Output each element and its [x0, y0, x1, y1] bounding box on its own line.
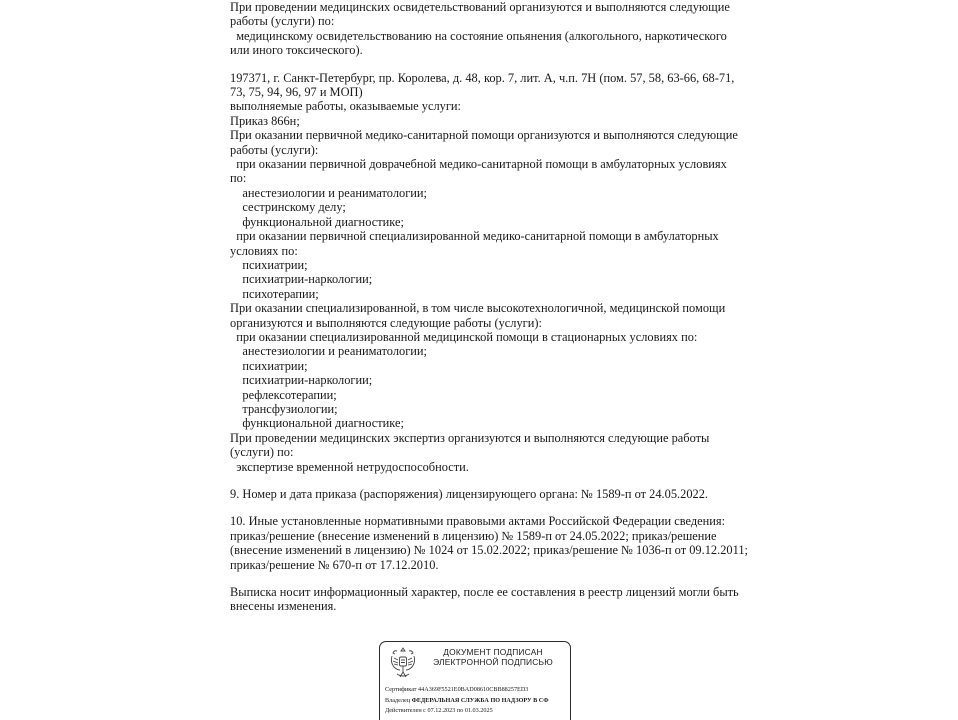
- block-disclaimer: [230, 585, 739, 614]
- text-line: экспертизе временной нетрудоспособности.: [230, 459, 469, 474]
- text-line: работы (услуги) по:: [230, 14, 335, 29]
- list-item: анестезиологии и реаниматологии;: [230, 344, 427, 359]
- document-body: [230, 0, 748, 614]
- spacer: [230, 572, 730, 585]
- text-line: приказ/решение (внесение изменений в лицензию) № 1589-п от 24.05.2022; приказ/решение: [230, 528, 717, 543]
- spacer: [230, 501, 730, 514]
- text-line: (услуги) по:: [230, 445, 294, 460]
- spacer: [230, 474, 730, 487]
- text-line: работы (услуги):: [230, 142, 319, 157]
- list-item: сестринскому делу;: [230, 200, 346, 215]
- text-line: При проведении медицинских освидетельствований организуются и выполняются следующие: [230, 0, 730, 14]
- block-address-services: [230, 70, 738, 474]
- text-line: медицинскому освидетельствованию на состояние опьянения (алкогольного, наркотического: [230, 28, 727, 43]
- stamp-title-line: ЭЛЕКТРОННОЙ ПОДПИСЬЮ: [433, 657, 553, 667]
- electronic-signature-stamp: [379, 641, 571, 720]
- list-item: трансфузиологии;: [230, 401, 338, 416]
- owner-label: Владелец: [385, 696, 412, 704]
- text-line: выполняемые работы, оказываемые услуги:: [230, 99, 462, 114]
- block-medical-examinations: [230, 0, 730, 58]
- list-item: психиатрии;: [230, 358, 308, 373]
- list-item: психиатрии;: [230, 257, 308, 272]
- certificate-owner: [385, 696, 570, 707]
- text-line: (внесение изменений в лицензию) № 1024 от 15.02.2022; приказ/решение № 1036-п от 09.12.2011;: [230, 543, 748, 558]
- address-line: 73, 75, 94, 96, 97 и МОП): [230, 85, 363, 100]
- text-line: по:: [230, 171, 247, 186]
- spacer: [230, 58, 730, 71]
- list-item: функциональной диагностике;: [230, 416, 404, 431]
- list-item: функциональной диагностике;: [230, 214, 404, 229]
- block-order-number: [230, 487, 730, 501]
- stamp-details: [385, 685, 570, 717]
- block-other-info: [230, 514, 748, 572]
- owner-value: ФЕДЕРАЛЬНАЯ СЛУЖБА ПО НАДЗОРУ В СФ: [411, 696, 549, 704]
- order-line: 9. Номер и дата приказа (распоряжения) лицензирующего органа: № 1589-п от 24.05.2022.: [230, 487, 709, 501]
- list-item: психотерапии;: [230, 286, 319, 301]
- text-line: При проведении медицинских экспертиз организуются и выполняются следующие работы: [230, 430, 710, 445]
- text-line: Приказ 866н;: [230, 113, 300, 128]
- stamp-title: [420, 647, 566, 667]
- text-line: или иного токсического).: [230, 43, 363, 58]
- text-line: при оказании первичной специализированной медико-санитарной помощи в амбулаторных: [230, 229, 719, 244]
- text-line: организуются и выполняются следующие работы (услуги):: [230, 315, 542, 330]
- text-line: При оказании первичной медико-санитарной помощи организуются и выполняются следующие: [230, 128, 738, 143]
- list-item: анестезиологии и реаниматологии;: [230, 185, 427, 200]
- text-line: при оказании первичной доврачебной медико-санитарной помощи в амбулаторных условиях: [230, 157, 727, 172]
- list-item: психиатрии-наркологии;: [230, 373, 373, 388]
- address-line: 197371, г. Санкт-Петербург, пр. Королева, д. 48, кор. 7, лит. А, ч.п. 7Н (пом. 57, 58, 63-66, 68-71,: [230, 70, 735, 85]
- text-line: Выписка носит информационный характер, после ее составления в реестр лицензий могли быть: [230, 585, 739, 600]
- text-line: При оказании специализированной, в том числе высокотехнологичной, медицинской помощи: [230, 301, 726, 316]
- list-item: психиатрии-наркологии;: [230, 272, 373, 287]
- certificate-validity: Действителен с 07.12.2023 по 01.03.2025: [385, 707, 493, 714]
- text-line: внесены изменения.: [230, 599, 337, 614]
- stamp-title-line: ДОКУМЕНТ ПОДПИСАН: [443, 647, 543, 657]
- text-line: приказ/решение № 670-п от 17.12.2010.: [230, 557, 439, 572]
- text-line: условиях по:: [230, 243, 298, 258]
- russian-eagle-emblem-icon: [388, 646, 418, 680]
- list-item: рефлексотерапии;: [230, 387, 337, 402]
- text-line: при оказании специализированной медицинской помощи в стационарных условиях по:: [230, 329, 698, 344]
- text-line: 10. Иные установленные нормативными правовыми актами Российской Федерации сведения:: [230, 514, 726, 529]
- certificate-number: Сертификат 44A369F5521E0BAD08610CBB88257ED3: [385, 686, 529, 693]
